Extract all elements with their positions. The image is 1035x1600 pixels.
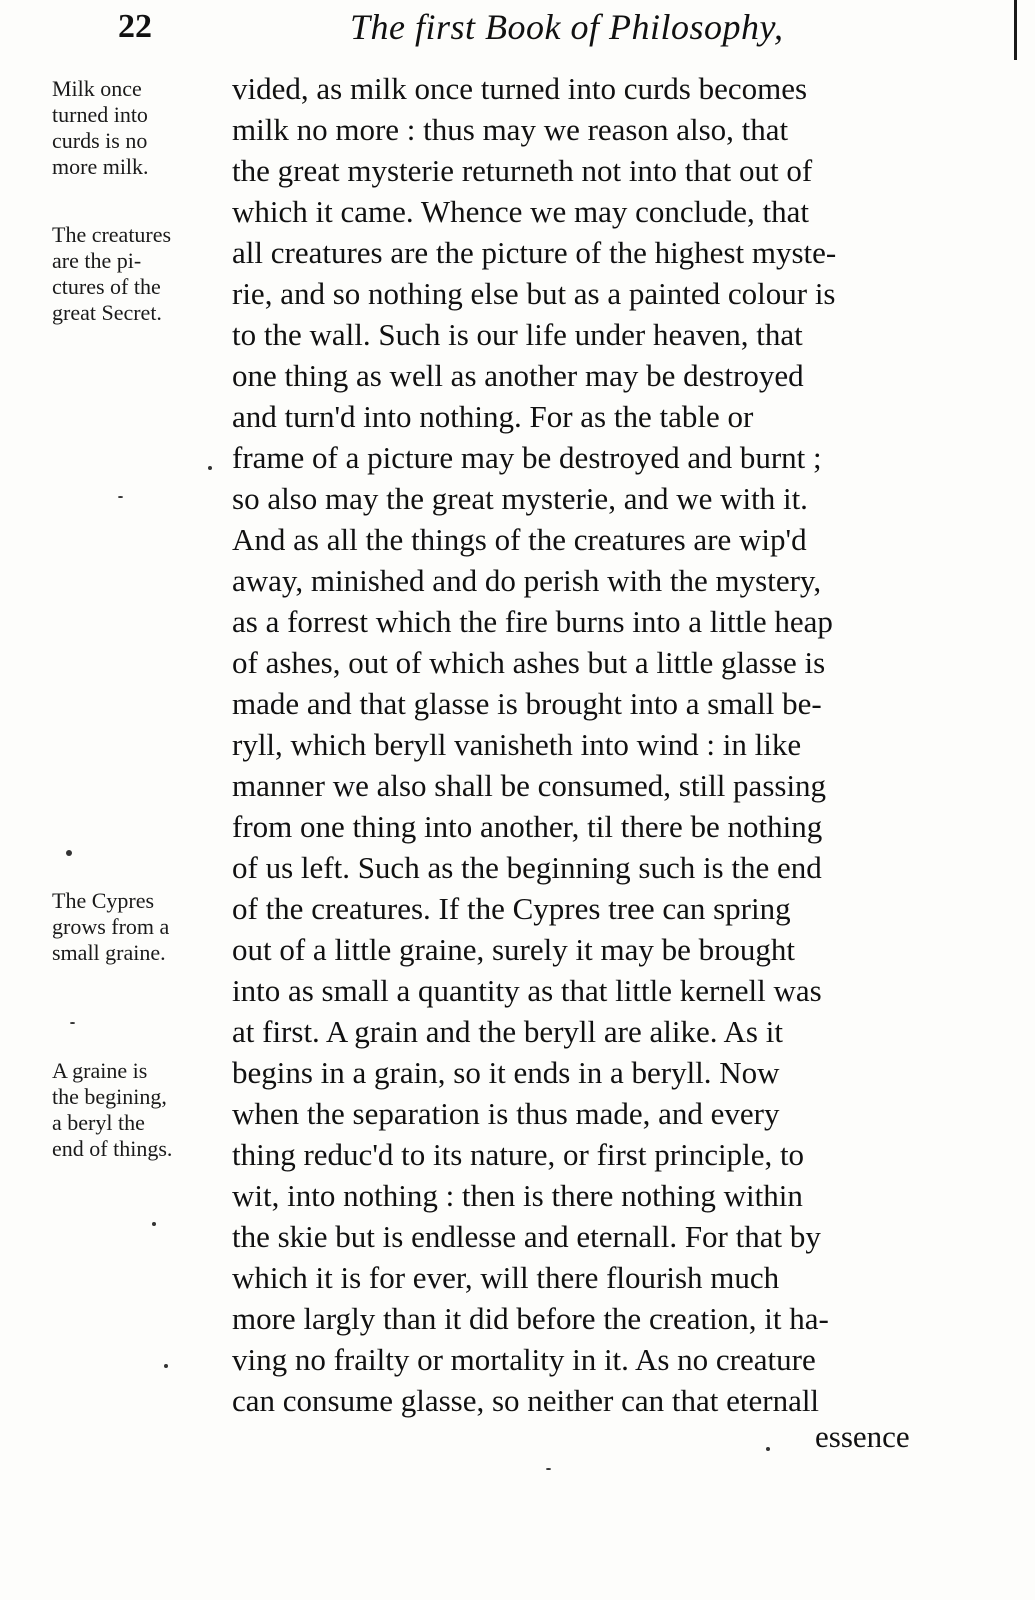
print-speck: [66, 850, 72, 856]
body-line: rie, and so nothing else but as a painted colour is: [232, 276, 836, 311]
print-speck: [152, 1222, 156, 1226]
body-line: of us left. Such as the beginning such is the end: [232, 850, 822, 885]
margin-note-line: the begining,: [52, 1084, 167, 1109]
print-speck: [766, 1447, 770, 1451]
body-line: to the wall. Such is our life under heaven, that: [232, 317, 803, 352]
page-number: 22: [118, 8, 152, 45]
print-speck: [118, 496, 123, 498]
body-line: frame of a picture may be destroyed and burnt ;: [232, 440, 822, 475]
margin-note-line: great Secret.: [52, 300, 162, 325]
page-edge-mark: [1014, 0, 1017, 60]
body-line: as a forrest which the fire burns into a little heap: [232, 604, 833, 639]
body-line: out of a little graine, surely it may be brought: [232, 932, 796, 967]
body-line: manner we also shall be consumed, still passing: [232, 768, 827, 803]
body-line: of the creatures. If the Cypres tree can spring: [232, 891, 791, 926]
margin-note-line: ctures of the: [52, 274, 161, 299]
body-line: so also may the great mysterie, and we with it.: [232, 481, 808, 516]
margin-note-line: more milk.: [52, 154, 149, 179]
body-line: the great mysterie returneth not into that out of: [232, 153, 813, 188]
print-speck: [70, 1022, 75, 1024]
body-line: of ashes, out of which ashes but a little glasse is: [232, 645, 826, 680]
body-line: all creatures are the picture of the highest myste-: [232, 235, 837, 270]
body-line: the skie but is endlesse and eternall. For that by: [232, 1219, 821, 1254]
margin-note-line: are the pi-: [52, 248, 142, 273]
body-line: from one thing into another, til there be nothing: [232, 809, 823, 844]
body-line: one thing as well as another may be destroyed: [232, 358, 804, 393]
body-line: into as small a quantity as that little kernell was: [232, 973, 822, 1008]
body-line: and turn'd into nothing. For as the table or: [232, 399, 754, 434]
margin-note-line: a beryl the: [52, 1110, 145, 1135]
body-line: vided, as milk once turned into curds becomes: [232, 71, 808, 106]
body-line: which it came. Whence we may conclude, that: [232, 194, 809, 229]
body-line: And as all the things of the creatures are wip'd: [232, 522, 807, 557]
margin-note-graine: [52, 1058, 242, 1162]
body-line: at first. A grain and the beryll are alike. As it: [232, 1014, 783, 1049]
body-line: ving no frailty or mortality in it. As no creature: [232, 1342, 816, 1377]
margin-note-cypres: [52, 888, 242, 966]
catchword: essence: [815, 1419, 910, 1454]
body-line: when the separation is thus made, and every: [232, 1096, 780, 1131]
margin-note-line: small graine.: [52, 940, 166, 965]
margin-note-milk: [52, 76, 242, 180]
margin-note-line: grows from a: [52, 914, 170, 939]
margin-note-line: A graine is: [52, 1058, 148, 1083]
body-line: milk no more : thus may we reason also, that: [232, 112, 789, 147]
body-line: begins in a grain, so it ends in a beryll. Now: [232, 1055, 780, 1090]
body-line: away, minished and do perish with the mystery,: [232, 563, 822, 598]
margin-note-line: The Cypres: [52, 888, 155, 913]
body-line: wit, into nothing : then is there nothing within: [232, 1178, 803, 1213]
body-line: ryll, which beryll vanisheth into wind : in like: [232, 727, 802, 762]
body-line: made and that glasse is brought into a small be-: [232, 686, 822, 721]
margin-note-line: Milk once: [52, 76, 142, 101]
body-line: can consume glasse, so neither can that eternall: [232, 1383, 820, 1418]
margin-note-line: end of things.: [52, 1136, 173, 1161]
margin-note-line: turned into: [52, 102, 148, 127]
margin-note-creatures: [52, 222, 242, 326]
print-speck: [164, 1364, 168, 1368]
margin-note-line: curds is no: [52, 128, 148, 153]
body-line: which it is for ever, will there flourish much: [232, 1260, 780, 1295]
margin-note-line: The creatures: [52, 222, 172, 247]
body-line: thing reduc'd to its nature, or first principle, to: [232, 1137, 805, 1172]
body-line: more largly than it did before the creation, it ha-: [232, 1301, 829, 1336]
print-speck: [208, 466, 212, 470]
running-title: The first Book of Philosophy,: [350, 7, 784, 47]
print-speck: [546, 1468, 551, 1470]
